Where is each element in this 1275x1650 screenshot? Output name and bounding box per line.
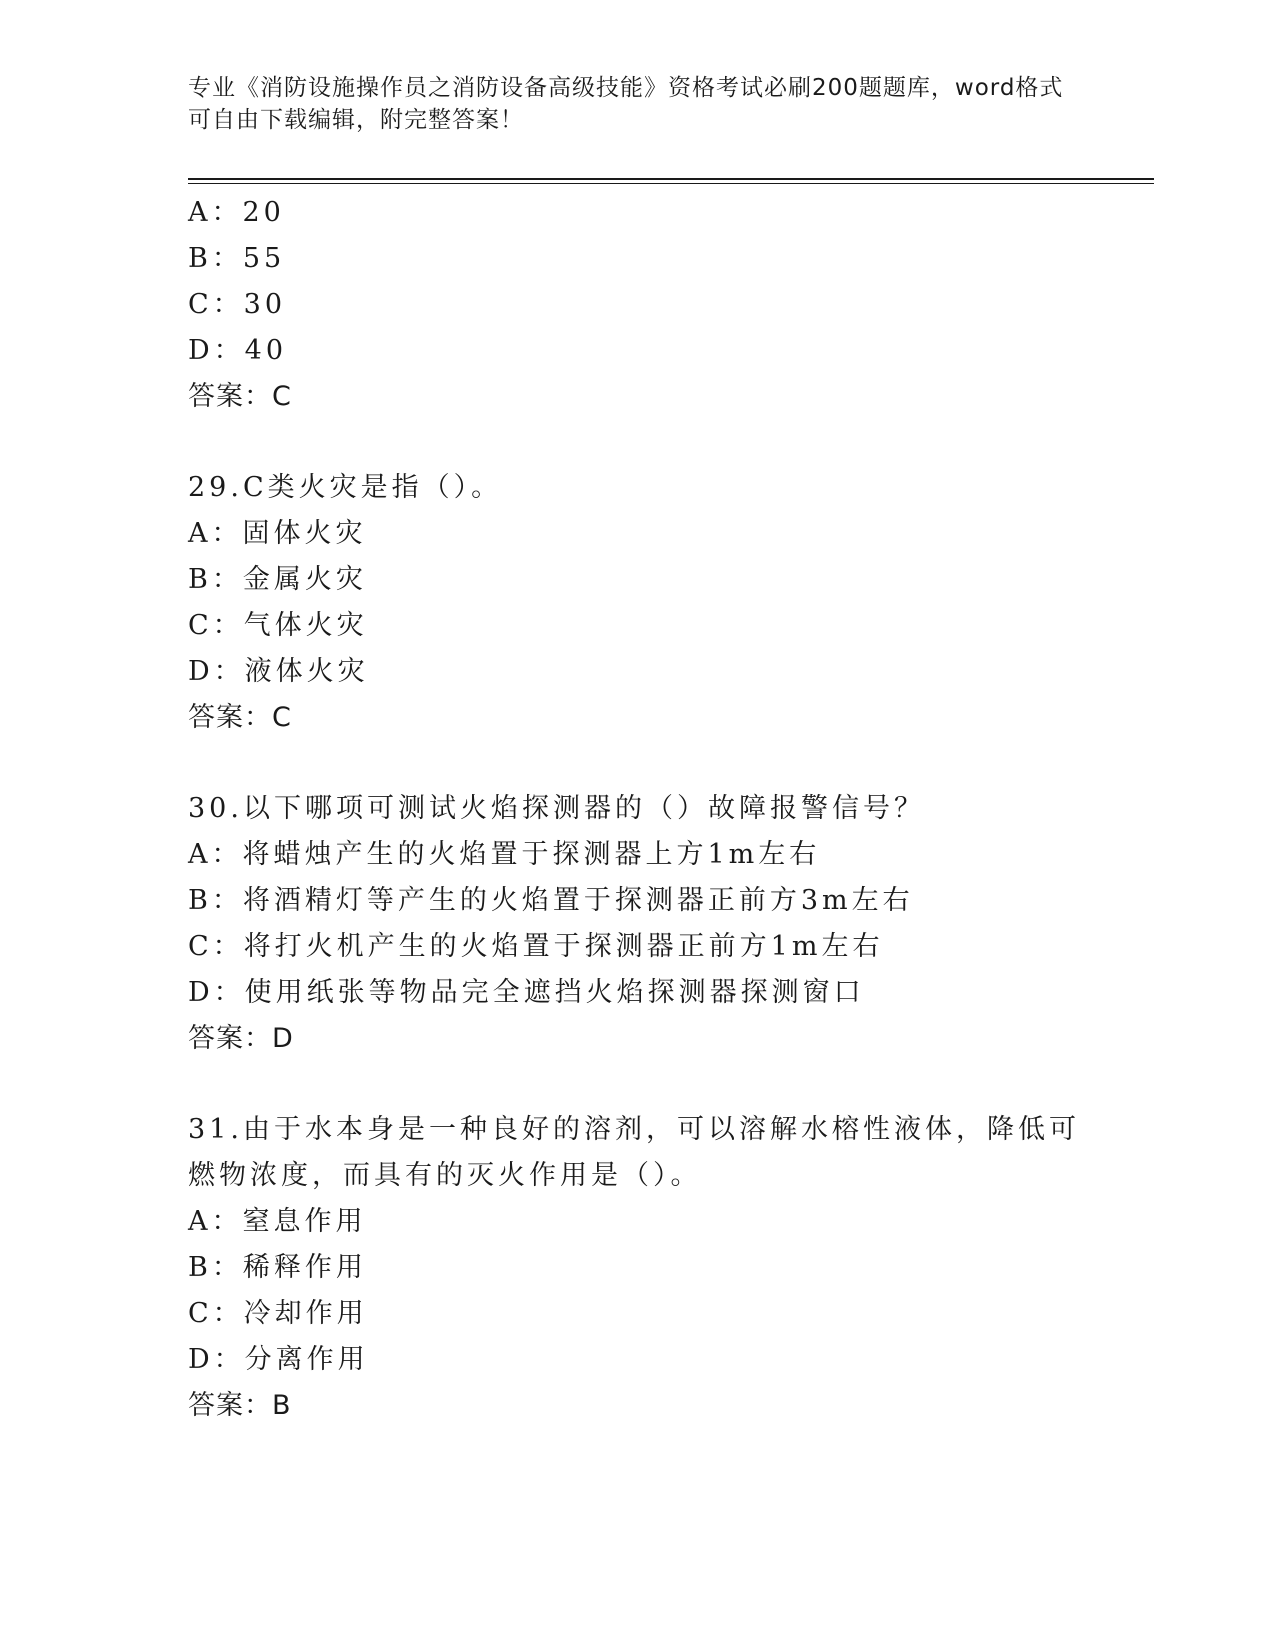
answer-line: 答案：D: [188, 1023, 294, 1054]
option-d: D：液体火灾: [188, 656, 369, 687]
option-c: C：30: [188, 289, 287, 320]
answer-line: 答案：B: [188, 1390, 292, 1421]
option-a: A：固体火灾: [188, 518, 367, 549]
option-b: B：稀释作用: [188, 1252, 367, 1283]
option-c: C：气体火灾: [188, 610, 368, 641]
option-c: C：冷却作用: [188, 1298, 368, 1329]
option-d: D：使用纸张等物品完全遮挡火焰探测器探测窗口: [188, 977, 865, 1008]
question-block-30: [188, 786, 1088, 1062]
option-b: B：55: [188, 243, 286, 274]
question-block-29: [188, 465, 1088, 741]
spacer: [188, 420, 1088, 465]
question-block-prev: [188, 190, 1088, 420]
option-b: B：将酒精灯等产生的火焰置于探测器正前方3m左右: [188, 885, 914, 916]
answer-line: 答案：C: [188, 702, 292, 733]
option-a: A：20: [188, 197, 285, 228]
question-block-31: [188, 1107, 1088, 1429]
question-title: 30.以下哪项可测试火焰探测器的（）故障报警信号？: [188, 793, 925, 824]
header-divider-thin: [188, 183, 1154, 184]
option-d: D：40: [188, 335, 288, 366]
question-title: 31.由于水本身是一种良好的溶剂，可以溶解水榕性液体，降低可燃物浓度，而具有的灭火作用是（）。: [188, 1114, 1080, 1191]
header-divider-thick: [188, 178, 1154, 180]
option-a: A：将蜡烛产生的火焰置于探测器上方1m左右: [188, 839, 821, 870]
question-title: 29.C类火灾是指（）。: [188, 472, 503, 503]
document-header: 专业《消防设施操作员之消防设备高级技能》资格考试必刷200题题库，word格式可自由下载编辑，附完整答案！: [188, 75, 1064, 133]
option-d: D：分离作用: [188, 1344, 369, 1375]
option-a: A：窒息作用: [188, 1206, 367, 1237]
spacer: [188, 741, 1088, 786]
option-c: C：将打火机产生的火焰置于探测器正前方1m左右: [188, 931, 884, 962]
answer-line: 答案：C: [188, 381, 292, 412]
option-b: B：金属火灾: [188, 564, 367, 595]
spacer: [188, 1062, 1088, 1107]
question-list: [188, 190, 1088, 1429]
